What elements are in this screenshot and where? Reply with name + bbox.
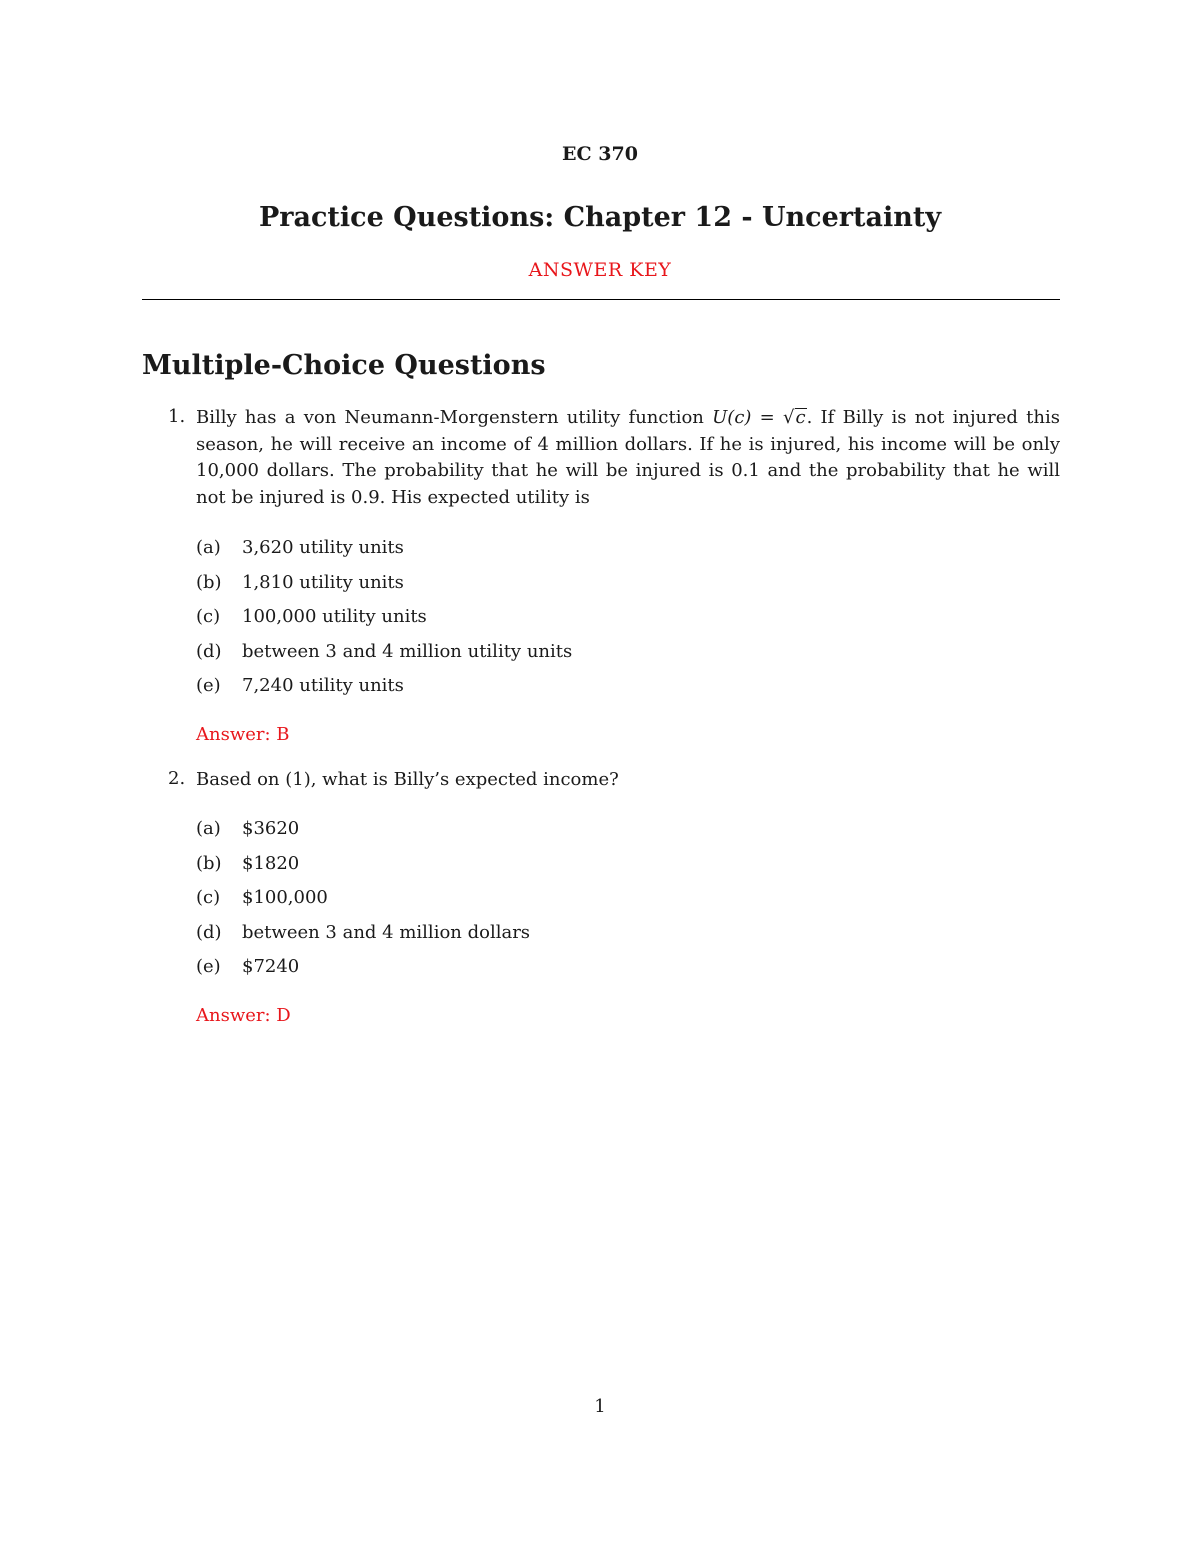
question-1-options bbox=[196, 531, 572, 704]
option-text: 1,810 utility units bbox=[242, 571, 404, 593]
option-item bbox=[196, 566, 572, 601]
option-label: (e) bbox=[196, 956, 221, 977]
option-text: 100,000 utility units bbox=[242, 606, 427, 627]
course-code: EC 370 bbox=[562, 143, 638, 165]
option-label: (b) bbox=[196, 571, 222, 593]
option-text: $1820 bbox=[242, 852, 300, 874]
option-label: (e) bbox=[196, 675, 221, 696]
question-1-text-after: . If Billy is not injured this season, he will receive an income of 4 million dollars. If he is injured, his income will be only 10,000 dollars. The probability that he will be injured is 0.1 and the probability that he will not be injured is 0.9. His expected utility is bbox=[196, 407, 1060, 508]
option-item bbox=[196, 812, 530, 847]
option-item bbox=[196, 881, 530, 916]
question-1-text-before: Billy has a von Neumann-Morgenstern utility function bbox=[196, 407, 713, 428]
option-text: 7,240 utility units bbox=[242, 675, 404, 696]
question-1-text bbox=[196, 405, 1060, 511]
option-label: (b) bbox=[196, 852, 222, 874]
option-label: (c) bbox=[196, 606, 221, 627]
option-item bbox=[196, 916, 530, 951]
question-1-number: 1. bbox=[168, 406, 186, 427]
answer-key-label: ANSWER KEY bbox=[528, 259, 672, 281]
option-item bbox=[196, 635, 572, 670]
section-title: Multiple-Choice Questions bbox=[142, 350, 546, 381]
sqrt-symbol: √ bbox=[783, 407, 795, 428]
question-2-answer: Answer: D bbox=[196, 1005, 291, 1026]
question-2-options bbox=[196, 812, 530, 985]
utility-function-lhs: U(c) = bbox=[712, 407, 784, 428]
option-text: $3620 bbox=[242, 818, 300, 839]
question-2-number: 2. bbox=[168, 768, 186, 789]
question-2-text: Based on (1), what is Billy’s expected income? bbox=[196, 769, 619, 790]
option-item bbox=[196, 600, 572, 635]
option-text: $7240 bbox=[242, 956, 300, 977]
option-item bbox=[196, 950, 530, 985]
option-label: (a) bbox=[196, 818, 221, 839]
option-item bbox=[196, 669, 572, 704]
option-text: between 3 and 4 million utility units bbox=[242, 640, 573, 662]
option-label: (d) bbox=[196, 640, 222, 662]
page-number: 1 bbox=[594, 1396, 606, 1417]
option-label: (d) bbox=[196, 921, 222, 943]
option-label: (c) bbox=[196, 887, 221, 908]
sqrt-radicand: c bbox=[795, 407, 806, 428]
page-title: Practice Questions: Chapter 12 - Uncertainty bbox=[258, 202, 942, 233]
option-text: $100,000 bbox=[242, 887, 328, 908]
option-text: 3,620 utility units bbox=[242, 537, 404, 558]
option-item bbox=[196, 531, 572, 566]
header-rule bbox=[142, 299, 1060, 300]
option-label: (a) bbox=[196, 537, 221, 558]
option-item bbox=[196, 847, 530, 882]
utility-function-math bbox=[712, 407, 806, 428]
option-text: between 3 and 4 million dollars bbox=[242, 921, 531, 943]
question-1-answer: Answer: B bbox=[196, 724, 290, 745]
